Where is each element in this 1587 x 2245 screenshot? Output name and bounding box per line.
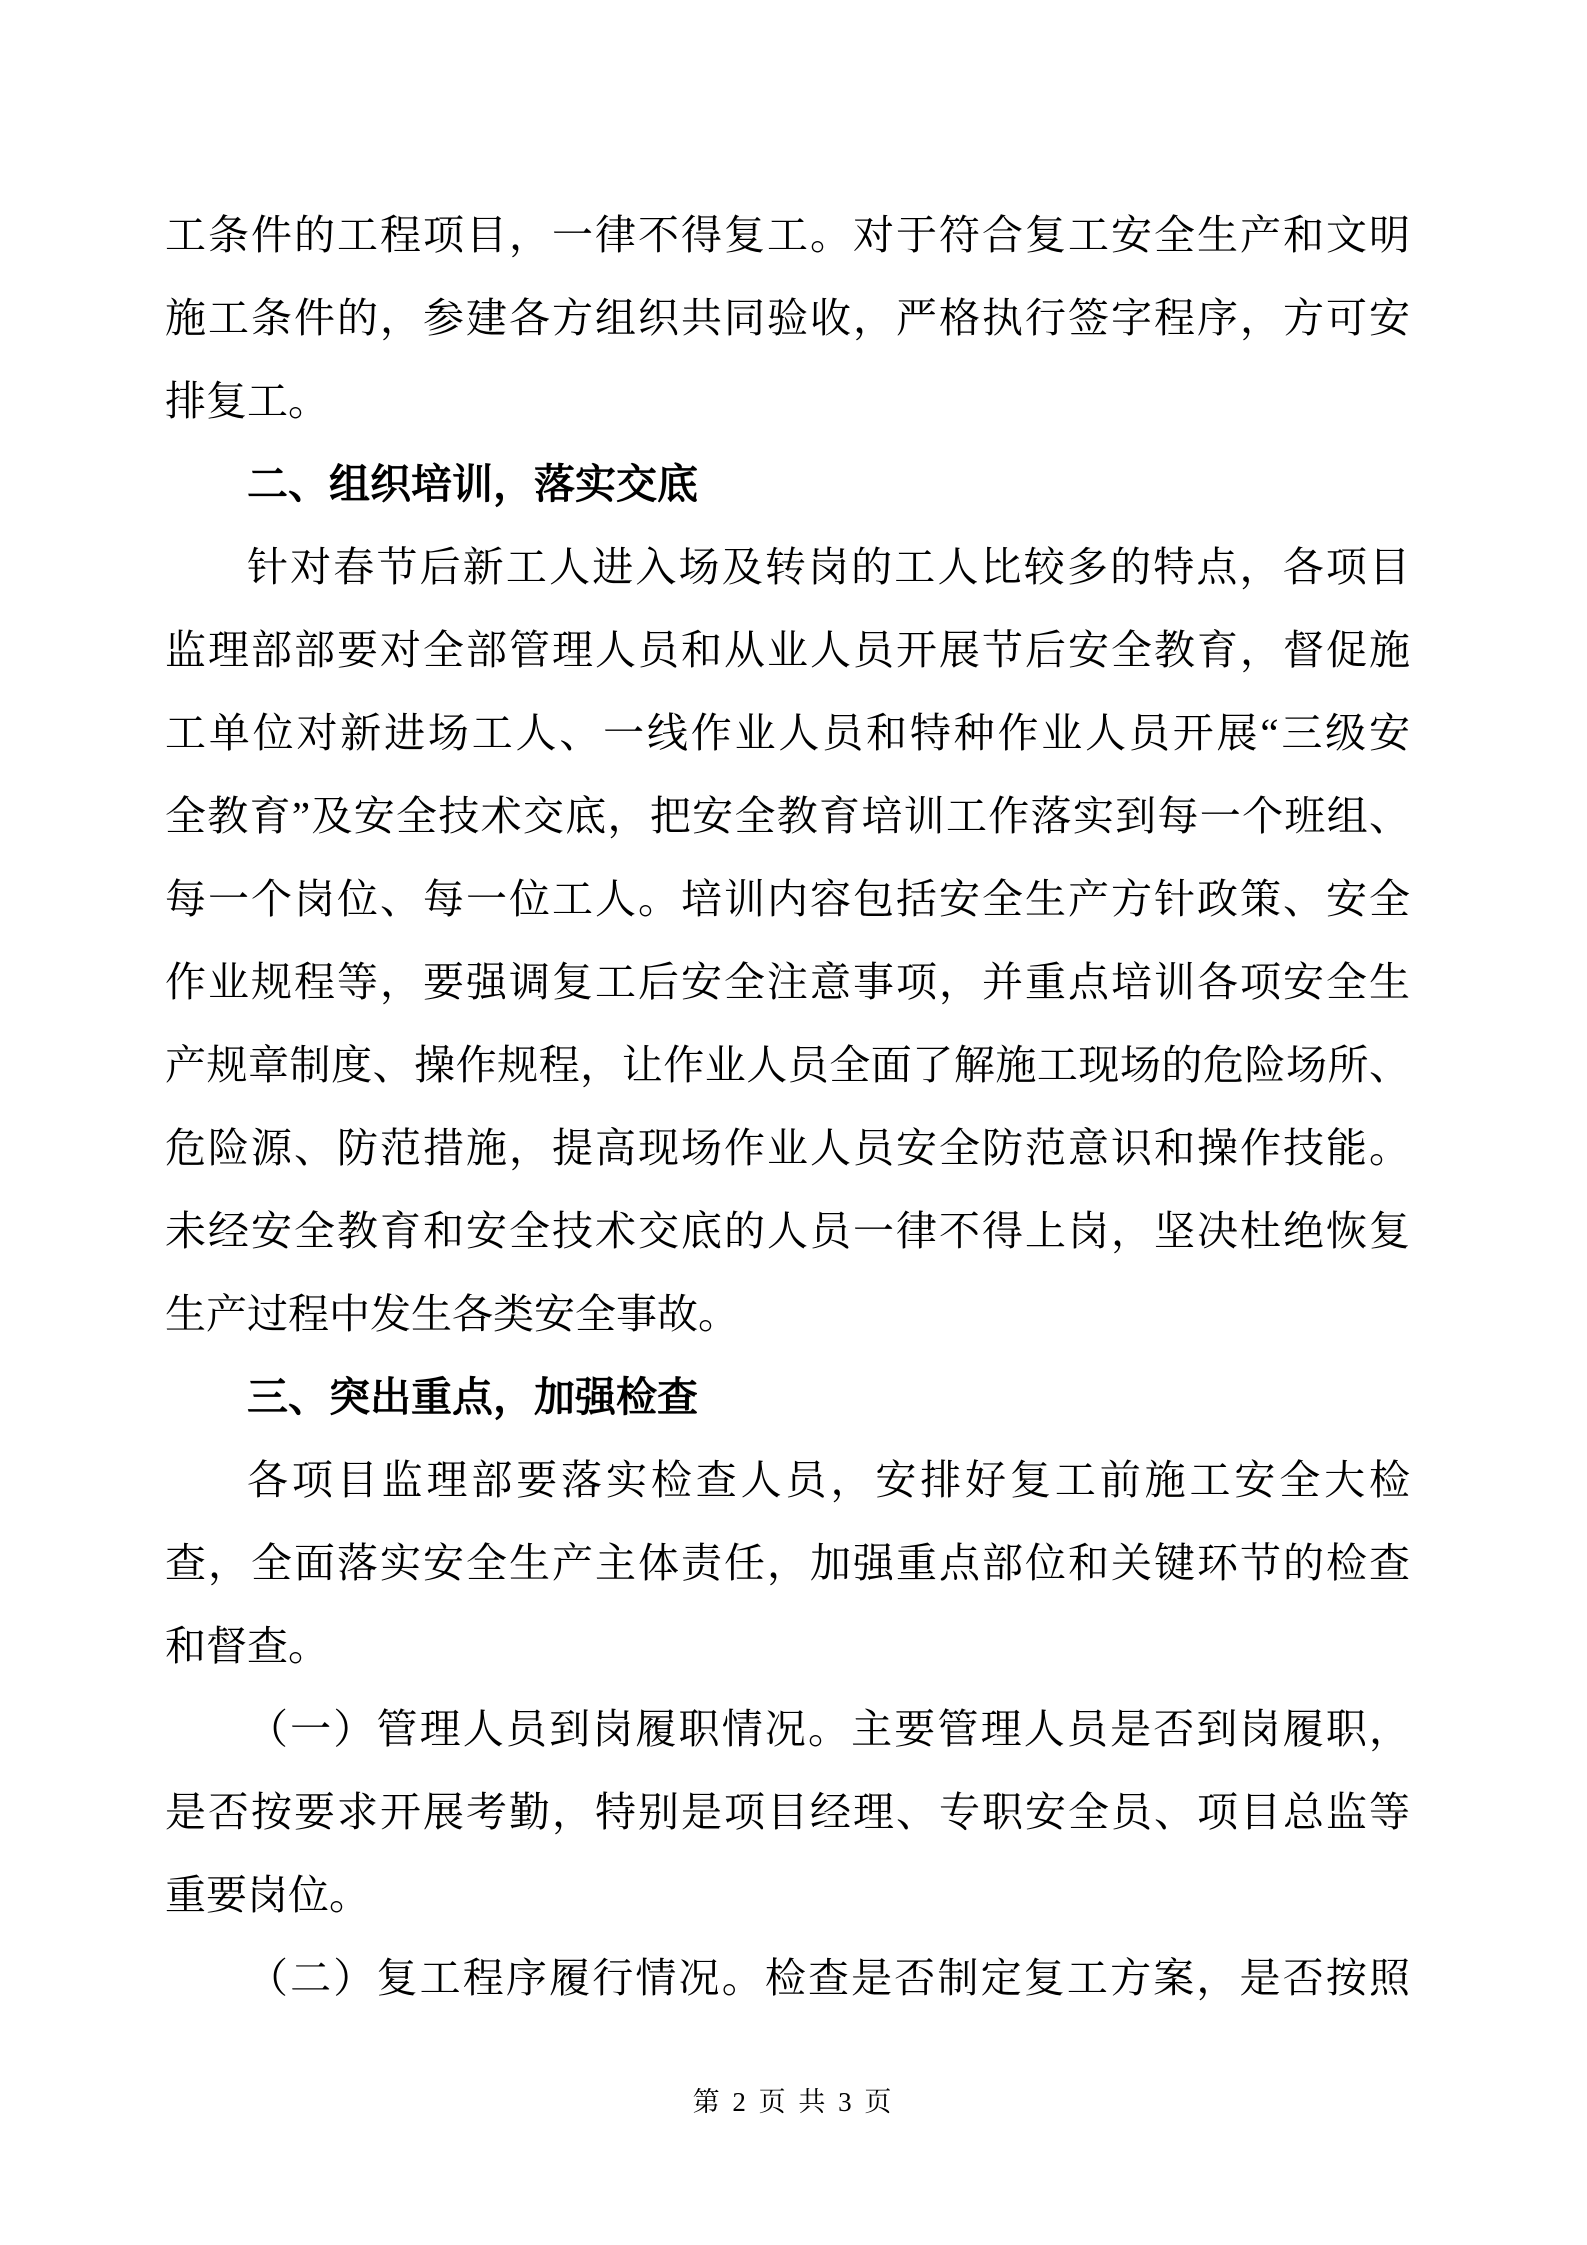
paragraph-line: 重要岗位。 [165,1872,370,1918]
paragraph-line: 工单位对新进场工人、一线作业人员和特种作业人员开展“三级安 [165,710,1410,756]
document-body [165,194,1410,2020]
paragraph-line: 监理部部要对全部管理人员和从业人员开展节后安全教育，督促施 [165,627,1410,673]
paragraph-line: 工条件的工程项目，一律不得复工。对于符合复工安全生产和文明 [165,212,1410,258]
paragraph-line: 施工条件的，参建各方组织共同验收，严格执行签字程序，方可安 [165,295,1410,341]
paragraph-line: （一）管理人员到岗履职情况。主要管理人员是否到岗履职， [247,1706,1410,1752]
paragraph-line: 针对春节后新工人进入场及转岗的工人比较多的特点，各项目 [247,544,1410,590]
section-heading-3: 三、突出重点，加强检查 [247,1374,698,1420]
paragraph-line: 产规章制度、操作规程，让作业人员全面了解施工现场的危险场所、 [165,1042,1410,1088]
paragraph-line: 全教育”及安全技术交底，把安全教育培训工作落实到每一个班组、 [165,793,1410,839]
page-number-footer: 第 2 页 共 3 页 [692,2087,895,2117]
paragraph-line: 查，全面落实安全生产主体责任，加强重点部位和关键环节的检查 [165,1540,1410,1586]
paragraph-line: 作业规程等，要强调复工后安全注意事项，并重点培训各项安全生 [165,959,1410,1005]
section-heading-2: 二、组织培训，落实交底 [247,461,698,507]
paragraph-line: 是否按要求开展考勤，特别是项目经理、专职安全员、项目总监等 [165,1789,1410,1835]
paragraph-line: 排复工。 [165,378,329,424]
paragraph-line: 未经安全教育和安全技术交底的人员一律不得上岗，坚决杜绝恢复 [165,1208,1410,1254]
paragraph-line: 生产过程中发生各类安全事故。 [165,1291,739,1337]
paragraph-line: 和督查。 [165,1623,329,1669]
paragraph-line: （二）复工程序履行情况。检查是否制定复工方案，是否按照 [247,1955,1410,2001]
paragraph-line: 危险源、防范措施，提高现场作业人员安全防范意识和操作技能。 [165,1125,1410,1171]
paragraph-line: 每一个岗位、每一位工人。培训内容包括安全生产方针政策、安全 [165,876,1410,922]
paragraph-line: 各项目监理部要落实检查人员，安排好复工前施工安全大检 [247,1457,1410,1503]
